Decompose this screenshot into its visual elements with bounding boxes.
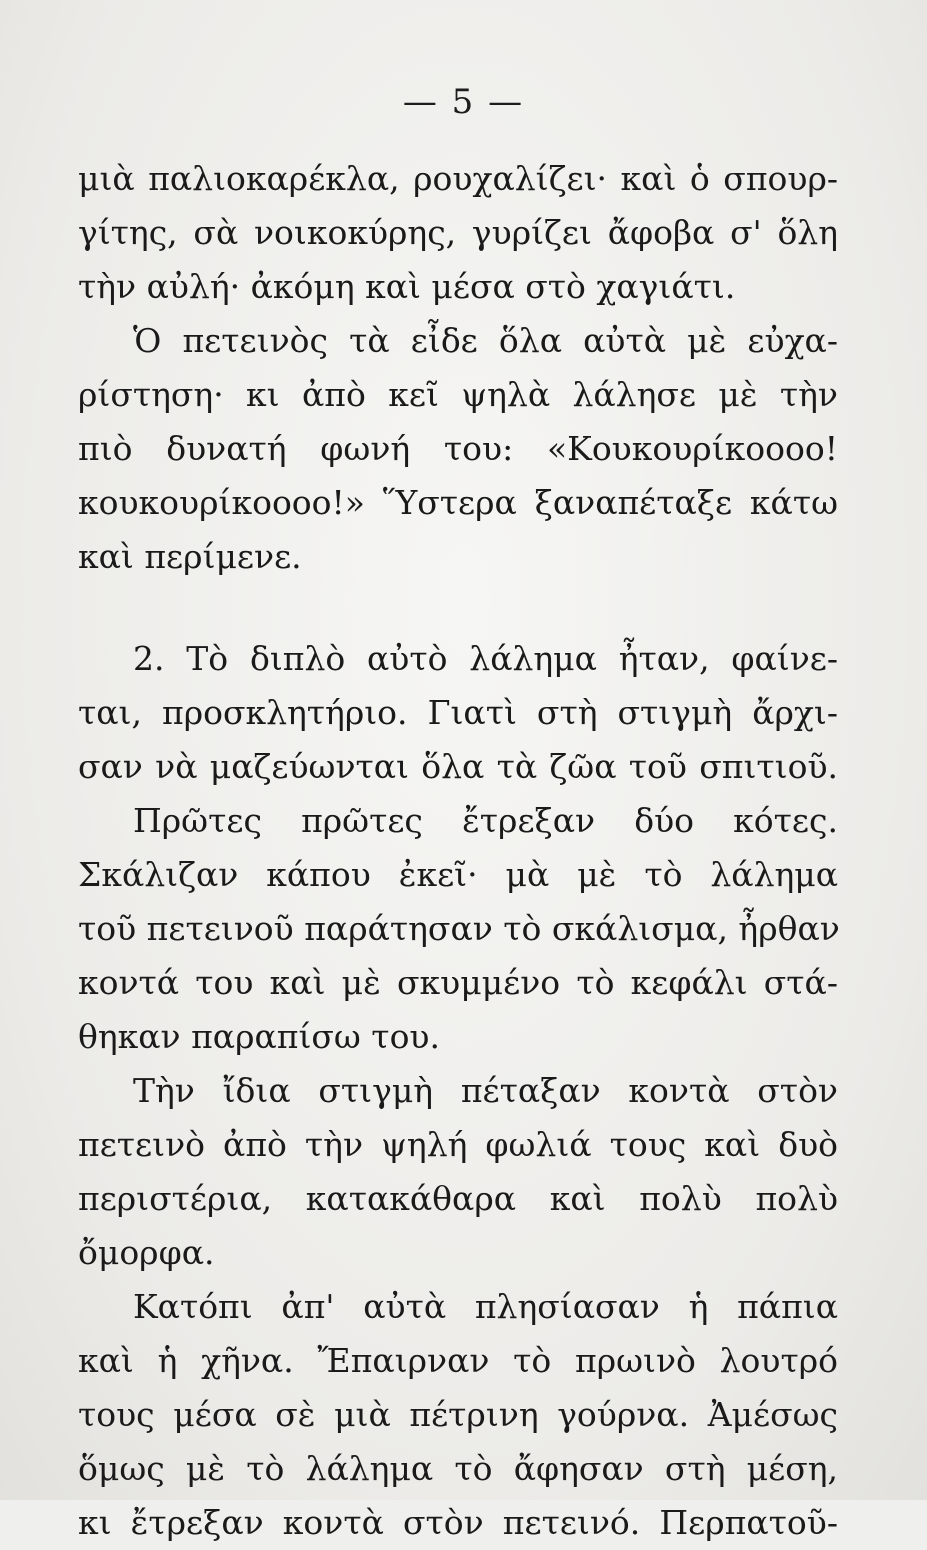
- text-line: καὶ περίμενε.: [78, 537, 302, 576]
- text-line: καὶ ἡ χῆνα. Ἔπαιρναν τὸ πρωινὸ λουτρό: [78, 1341, 838, 1380]
- text-line: σαν νὰ μαζεύωνται ὅλα τὰ ζῶα τοῦ σπιτιοῦ.: [78, 747, 838, 786]
- text-line: κι ἔτρεξαν κοντὰ στὸν πετεινό. Περπατοῦ-: [78, 1503, 838, 1542]
- text-line: Κατόπι ἀπ' αὐτὰ πλησίασαν ἡ πάπια: [133, 1287, 838, 1326]
- text-line: τοῦ πετεινοῦ παράτησαν τὸ σκάλισμα, ἦρθαν: [78, 909, 840, 948]
- text-line: Ὁ πετεινὸς τὰ εἶδε ὅλα αὐτὰ μὲ εὐχα-: [133, 321, 838, 360]
- text-line: ρίστηση· κι ἀπὸ κεῖ ψηλὰ λάλησε μὲ τὴν: [78, 375, 838, 414]
- text-line: μιὰ παλιοκαρέκλα, ρουχαλίζει· καὶ ὁ σπουρ-: [78, 159, 838, 198]
- text-line: Σκάλιζαν κάπου ἐκεῖ· μὰ μὲ τὸ λάλημα: [78, 855, 838, 894]
- text-line: ὅμως μὲ τὸ λάλημα τὸ ἄφησαν στὴ μέση,: [78, 1449, 838, 1488]
- text-line: Τὴν ἴδια στιγμὴ πέταξαν κοντὰ στὸν: [133, 1071, 838, 1110]
- text-line: ὄμορφα.: [78, 1233, 215, 1272]
- text-line: κουκουρίκοοοο!» Ὕστερα ξαναπέταξε κάτω: [78, 483, 838, 522]
- text-line: γίτης, σὰ νοικοκύρης, γυρίζει ἄφοβα σ' ὅλη: [78, 213, 838, 252]
- text-line: τους μέσα σὲ μιὰ πέτρινη γούρνα. Ἀμέσως: [78, 1395, 838, 1434]
- text-line: 2. Τὸ διπλὸ αὐτὸ λάλημα ἦταν, φαίνε-: [133, 639, 838, 678]
- text-line: ται, προσκλητήριο. Γιατὶ στὴ στιγμὴ ἄρχι-: [78, 693, 838, 732]
- text-line: πετεινὸ ἀπὸ τὴν ψηλή φωλιά τους καὶ δυὸ: [78, 1125, 838, 1164]
- text-line: κοντά του καὶ μὲ σκυμμένο τὸ κεφάλι στά-: [78, 963, 838, 1002]
- text-line: περιστέρια, κατακάθαρα καὶ πολὺ πολὺ: [78, 1179, 838, 1218]
- text-line: πιὸ δυνατή φωνή του: «Κουκουρίκοοοο!: [78, 429, 838, 468]
- page-number: — 5 —: [402, 82, 525, 122]
- text-line: τὴν αὐλή· ἀκόμη καὶ μέσα στὸ χαγιάτι.: [78, 267, 736, 306]
- text-line: θηκαν παραπίσω του.: [78, 1017, 440, 1056]
- text-line: Πρῶτες πρῶτες ἔτρεξαν δύο κότες.: [133, 801, 838, 840]
- body-text: [78, 152, 838, 1550]
- paragraph-gap: [78, 584, 838, 632]
